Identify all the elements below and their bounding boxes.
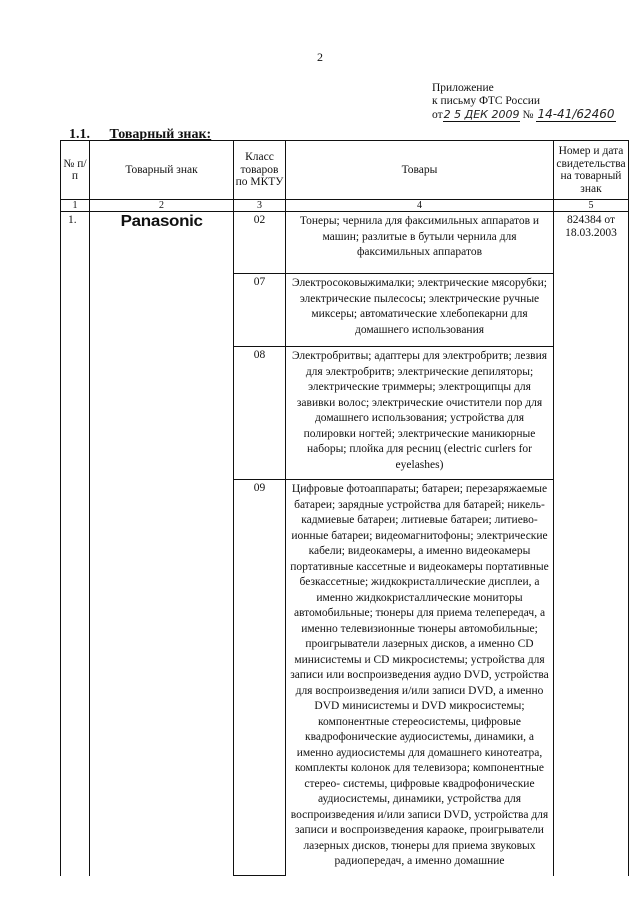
handwritten-date: 2 5 ДЕК 2009 (443, 108, 520, 121)
column-number: 3 (234, 200, 286, 212)
appendix-letter-ref: к письму ФТС России (432, 95, 541, 107)
column-number: 4 (286, 200, 554, 212)
goods-description: Электросоковыжималки; электрические мясорубки; электрические пылесосы; электрические ручные миксеры; автоматические хлебопекарни для домашнего использования (286, 274, 554, 347)
class-code: 07 (234, 274, 286, 347)
certificate-info: 824384 от 18.03.2003 (554, 212, 629, 876)
appendix-block (432, 82, 616, 122)
class-code: 09 (234, 480, 286, 876)
number-sign: № (522, 109, 534, 121)
header-num: № п/п (61, 141, 90, 200)
header-certificate: Номер и дата свидетельства на товарный знак (554, 141, 629, 200)
handwritten-number: 14-41/62460 (537, 107, 615, 121)
section-title: Товарный знак: (109, 127, 212, 142)
section-number: 1.1. (69, 127, 90, 142)
appendix-date-prefix: от (432, 109, 443, 121)
table-header-row (61, 141, 629, 200)
appendix-date-number (432, 108, 616, 122)
entry-number: 1. (61, 212, 90, 876)
table-row (61, 212, 629, 274)
page-number: 2 (317, 50, 323, 64)
class-code: 08 (234, 347, 286, 480)
column-number-row (61, 200, 629, 212)
appendix-title: Приложение (432, 82, 494, 94)
goods-description: Тонеры; чернила для факсимильных аппаратов и машин; разлитые в бутыли чернила для факсимильных аппаратов (286, 212, 554, 274)
trademark-cell (90, 212, 234, 876)
header-class: Класс товаров по МКТУ (234, 141, 286, 200)
class-code: 02 (234, 212, 286, 274)
column-number: 5 (554, 200, 629, 212)
panasonic-logo: Panasonic (120, 213, 203, 230)
goods-description: Цифровые фотоаппараты; батареи; перезаряжаемые батареи; зарядные устройства для батарей; никель-кадмиевые батареи; литиевые батареи; литиево-ионные батареи; видеомагнитофоны; электрические кабели; видеокамеры, а именно видеокамеры портативные кассетные и видеокамеры портативные безкассетные; жидкокристаллические дисплеи, а именно жидкокристаллические мониторы автомобильные; тюнеры для приема телепередач, а именно телевизионные тюнеры автомобильные; проигрыватели лазерных дисков, а именно CD минисистемы и CD микросистемы; устройства для записи или воспроизведения аудио DVD, устройства для воспроизведения и/или записи DVD, а именно DVD минисистемы и DVD микросистемы; компонентные стереосистемы, цифровые квадрофонические аудиосистемы, динамики, а именно аудиосистемы для домашнего кинотеатра, комплекты колонок для телевизора; компонентные стерео- системы, цифровые квадрофонические аудиосистемы, динамики, устройства для воспроизведения и/или записи DVD, устройства для записи и воспроизведения караоке, проигрыватели лазерных дисков, тюнеры для приема звуковых радиопередач, а именно домашние (286, 480, 554, 876)
goods-description: Электробритвы; адаптеры для электробритв; лезвия для электробритв; электрические депиляторы; электрические триммеры; электрощипцы для завивки волос; электрические очистители пор для домашнего использования; устройства для полировки ногтей; электрические маникюрные наборы; плойка для ресниц (electric curlers for eyelashes) (286, 347, 554, 480)
header-trademark: Товарный знак (90, 141, 234, 200)
column-number: 2 (90, 200, 234, 212)
trademark-table (60, 140, 629, 876)
column-number: 1 (61, 200, 90, 212)
header-goods: Товары (286, 141, 554, 200)
